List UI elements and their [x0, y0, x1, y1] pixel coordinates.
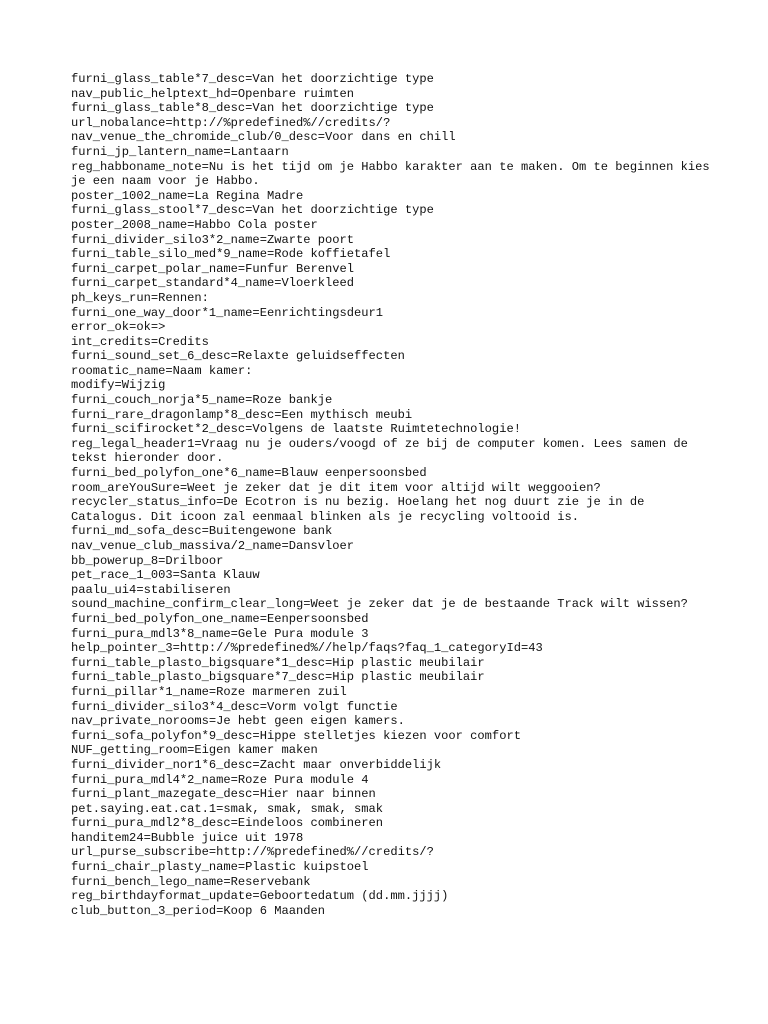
document-line: furni_sound_set_6_desc=Relaxte geluidseffecten	[71, 349, 405, 364]
document-line: pet.saying.eat.cat.1=smak, smak, smak, smak	[71, 801, 384, 816]
document-line: furni_glass_table*8_desc=Van het doorzichtige type	[71, 101, 434, 116]
document-line: furni_bench_lego_name=Reservebank	[71, 874, 311, 889]
document-line: furni_carpet_polar_name=Funfur Berenvel	[71, 261, 355, 276]
document-line: furni_pura_mdl3*8_name=Gele Pura module 3	[71, 626, 369, 641]
document-line: paalu_ui4=stabiliseren	[71, 582, 231, 597]
document-line: modify=Wijzig	[71, 378, 166, 393]
document-line: furni_bed_polyfon_one*6_name=Blauw eenpersoonsbed	[71, 466, 427, 481]
document-line: pet_race_1_003=Santa Klauw	[71, 568, 260, 583]
document-line: furni_pura_mdl2*8_desc=Eindeloos combineren	[71, 816, 384, 831]
document-line: club_button_3_period=Koop 6 Maanden	[71, 903, 326, 918]
document-line: furni_couch_norja*5_name=Roze bankje	[71, 393, 333, 408]
document-line: recycler_status_info=De Ecotron is nu bezig. Hoelang het nog duurt zie je in de Catalogus. Dit icoon zal eenmaal blinken als je recycling voltooid is.	[71, 495, 652, 524]
document-line: ph_keys_run=Rennen:	[71, 290, 209, 305]
document-line: url_nobalance=http://%predefined%//credits/?	[71, 115, 391, 130]
document-line: furni_plant_mazegate_desc=Hier naar binnen	[71, 787, 376, 802]
document-line: roomatic_name=Naam kamer:	[71, 363, 253, 378]
document-line: reg_legal_header1=Vraag nu je ouders/voogd of ze bij de computer komen. Lees samen de tekst hieronder door.	[71, 436, 696, 466]
document-line: furni_bed_polyfon_one_name=Eenpersoonsbed	[71, 611, 369, 626]
document-line: furni_divider_silo3*2_name=Zwarte poort	[71, 232, 355, 247]
document-line: bb_powerup_8=Drilboor	[71, 553, 224, 568]
document-line: url_purse_subscribe=http://%predefined%//credits/?	[71, 845, 434, 860]
document-line: furni_rare_dragonlamp*8_desc=Een mythisch meubi	[71, 407, 413, 422]
document-line: furni_chair_plasty_name=Plastic kuipstoel	[71, 860, 369, 875]
document-body	[71, 72, 717, 918]
document-line: furni_glass_table*7_desc=Van het doorzichtige type	[71, 72, 434, 86]
document-line: help_pointer_3=http://%predefined%//help/faqs?faq_1_categoryId=43	[71, 641, 543, 656]
document-line: reg_habboname_note=Nu is het tijd om je Habbo karakter aan te maken. Om te beginnen kies je een naam voor je Habbo.	[71, 159, 717, 189]
document-line: furni_sofa_polyfon*9_desc=Hippe stelletjes kiezen voor comfort	[71, 728, 521, 743]
document-line: nav_public_helptext_hd=Openbare ruimten	[71, 86, 355, 101]
document-line: error_ok=ok=>	[71, 320, 166, 335]
document-line: nav_private_norooms=Je hebt geen eigen kamers.	[71, 714, 405, 729]
document-line: handitem24=Bubble juice uit 1978	[71, 830, 304, 845]
document-line: furni_table_plasto_bigsquare*1_desc=Hip plastic meubilair	[71, 655, 485, 670]
document-line: furni_carpet_standard*4_name=Vloerkleed	[71, 276, 355, 291]
document-line: room_areYouSure=Weet je zeker dat je dit item voor altijd wilt weggooien?	[71, 480, 601, 495]
document-line: furni_table_plasto_bigsquare*7_desc=Hip plastic meubilair	[71, 670, 485, 685]
document-line: furni_divider_nor1*6_desc=Zacht maar onverbiddelijk	[71, 757, 442, 772]
document-line: furni_divider_silo3*4_desc=Vorm volgt functie	[71, 699, 398, 714]
document-line: furni_pura_mdl4*2_name=Roze Pura module 4	[71, 772, 369, 787]
document-line: furni_table_silo_med*9_name=Rode koffietafel	[71, 247, 391, 262]
document-line: furni_pillar*1_name=Roze marmeren zuil	[71, 684, 347, 699]
document-line: poster_2008_name=Habbo Cola poster	[71, 217, 318, 232]
document-line: nav_venue_club_massiva/2_name=Dansvloer	[71, 539, 355, 553]
document-line: NUF_getting_room=Eigen kamer maken	[71, 743, 318, 758]
document-line: nav_venue_the_chromide_club/0_desc=Voor dans en chill	[71, 130, 456, 145]
document-line: furni_one_way_door*1_name=Eenrichtingsdeur1	[71, 305, 384, 320]
document-line: furni_scifirocket*2_desc=Volgens de laatste Ruimtetechnologie!	[71, 422, 521, 437]
document-line: furni_md_sofa_desc=Buitengewone bank	[71, 524, 333, 539]
document-line: reg_birthdayformat_update=Geboortedatum (dd.mm.jjjj)	[71, 889, 449, 904]
document-line: furni_glass_stool*7_desc=Van het doorzichtige type	[71, 203, 434, 218]
document-line: furni_jp_lantern_name=Lantaarn	[71, 144, 289, 159]
document-line: int_credits=Credits	[71, 334, 209, 349]
document-line: sound_machine_confirm_clear_long=Weet je zeker dat je de bestaande Track wilt wissen?	[71, 597, 688, 612]
document-line: poster_1002_name=La Regina Madre	[71, 188, 304, 203]
